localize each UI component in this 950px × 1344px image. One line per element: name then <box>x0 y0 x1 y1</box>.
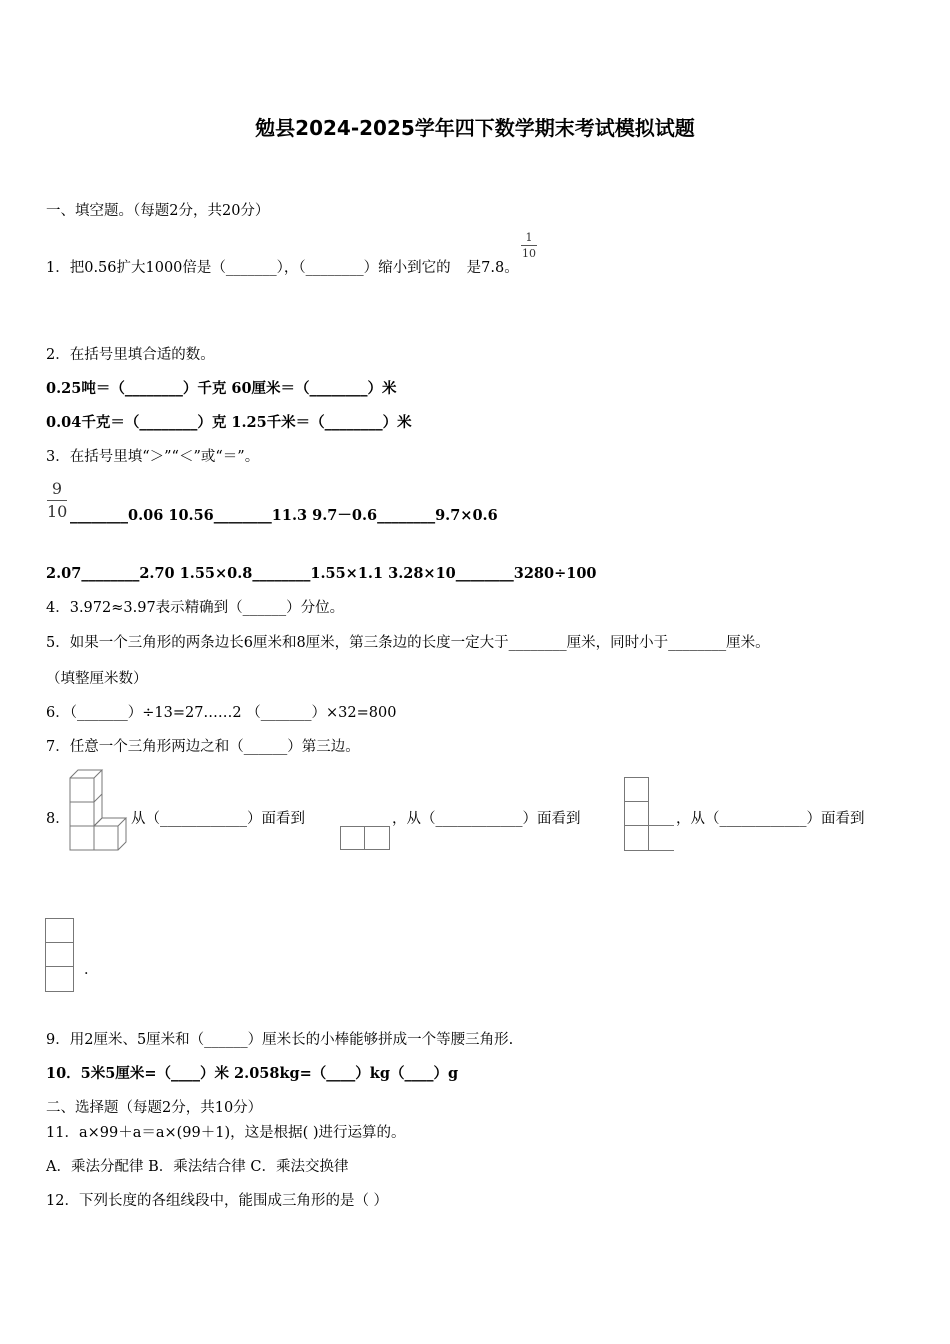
question-3-line-1: ________0.06 10.56________11.3 9.7－0.6________9.7×0.6 <box>70 507 498 524</box>
question-12: 12．下列长度的各组线段中，能围成三角形的是（ ） <box>46 1193 389 1209</box>
question-8-part-3: ，从（____________）面看到 <box>676 811 865 827</box>
view-figure-three-squares <box>45 918 74 992</box>
question-11-options: A．乘法分配律 B．乘法结合律 C．乘法交换律 <box>46 1159 349 1175</box>
question-8-part-1: 从（____________）面看到 <box>131 811 305 827</box>
question-8-number: 8． <box>46 811 70 827</box>
section-1-heading: 一、填空题。（每题2分，共20分） <box>46 203 270 219</box>
view-figure-l-shape <box>624 777 674 851</box>
question-2-line-2: 0.04千克＝（________）克 1.25千米＝（________）米 <box>46 414 412 431</box>
question-9: 9．用2厘米、5厘米和（______）厘米长的小棒能够拼成一个等腰三角形. <box>46 1032 514 1048</box>
question-11-stem: 11．a×99＋a＝a×(99＋1)，这是根据( )进行运算的。 <box>46 1125 406 1141</box>
question-1-fraction <box>521 232 537 259</box>
fraction-denominator: 10 <box>47 502 68 521</box>
question-1-text-a: 1．把0.56扩大1000倍是（_______），（________）缩小到它的 <box>46 260 451 276</box>
question-8-part-2: ，从（____________）面看到 <box>392 811 581 827</box>
question-6: 6．（_______）÷13=27……2 （_______）×32=800 <box>46 705 397 721</box>
question-1-text-b: 是7.8。 <box>466 260 519 276</box>
view-figure-two-squares <box>340 826 390 850</box>
question-3-line-2: 2.07________2.70 1.55×0.8________1.55×1.1 3.28×10________3280÷100 <box>46 565 597 582</box>
question-4: 4．3.972≈3.97表示精确到（______）分位。 <box>46 600 345 616</box>
page-title: 勉县2024-2025学年四下数学期末考试模拟试题 <box>255 116 695 140</box>
question-1 <box>46 258 519 278</box>
question-5-line-2: （填整厘米数） <box>46 671 148 687</box>
question-8-end: ． <box>84 962 99 978</box>
question-5-line-1: 5．如果一个三角形的两条边长6厘米和8厘米，第三条边的长度一定大于________厘米，同时小于________厘米。 <box>46 635 770 651</box>
fraction-numerator: 1 <box>525 231 533 244</box>
cube-stack-figure <box>68 768 130 852</box>
question-7: 7．任意一个三角形两边之和（______）第三边。 <box>46 739 360 755</box>
question-2-line-1: 0.25吨＝（________）千克 60厘米＝（________）米 <box>46 380 397 397</box>
question-2-stem: 2．在括号里填合适的数。 <box>46 347 215 363</box>
question-10: 10．5米5厘米=（____）米 2.058kg=（____）kg（____）g <box>46 1065 459 1082</box>
fraction-denominator: 10 <box>522 247 536 260</box>
question-3-stem: 3．在括号里填“＞”“＜”或“＝”。 <box>46 449 260 465</box>
question-3-fraction <box>47 481 67 520</box>
section-2-heading: 二、选择题（每题2分，共10分） <box>46 1100 263 1116</box>
fraction-numerator: 9 <box>51 479 63 498</box>
